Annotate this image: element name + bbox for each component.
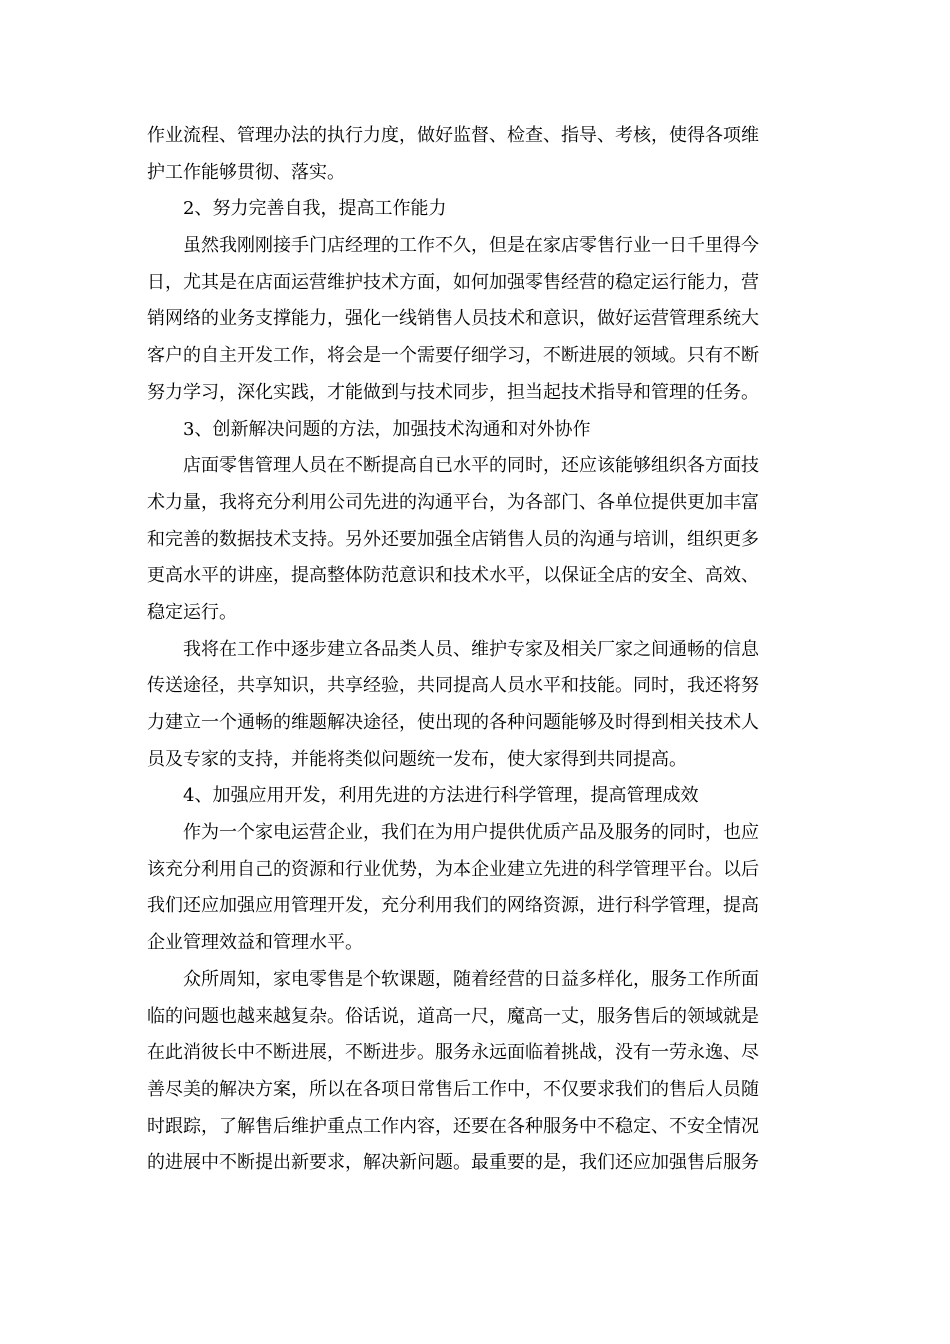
- text-line: 作业流程、管理办法的执行力度，做好监督、检查、指导、考核，使得各项维: [147, 125, 759, 146]
- text-line: 日，尤其是在店面运营维护技术方面，如何加强零售经营的稳定运行能力，营: [147, 271, 759, 293]
- text-line: 传送途径，共享知识，共享经验，共同提高人员水平和技能。同时，我还将努: [147, 675, 759, 697]
- text-line: 销网络的业务支撑能力，强化一线销售人员技术和意识，做好运营管理系统大: [147, 308, 759, 330]
- text-line: 企业管理效益和管理水平。: [147, 932, 363, 954]
- text-line: 更高水平的讲座，提高整体防范意识和技术水平，以保证全店的安全、高效、: [147, 565, 759, 587]
- text-line: 临的问题也越来越复杂。俗话说，道高一尺，魔高一丈，服务售后的领域就是: [147, 1005, 759, 1027]
- text-line: 3、创新解决问题的方法，加强技术沟通和对外协作: [183, 418, 591, 440]
- text-line: 作为一个家电运营企业，我们在为用户提供优质产品及服务的同时，也应: [183, 822, 759, 844]
- text-line: 时跟踪，了解售后维护重点工作内容，还要在各种服务中不稳定、不安全情况: [147, 1115, 759, 1137]
- text-line: 善尽美的解决方案，所以在各项日常售后工作中，不仅要求我们的售后人员随: [147, 1078, 759, 1100]
- document-body: [147, 118, 807, 1182]
- text-line: 客户的自主开发工作，将会是一个需要仔细学习，不断进展的领域。只有不断: [147, 345, 759, 367]
- text-line: 我将在工作中逐步建立各品类人员、维护专家及相关厂家之间通畅的信息: [183, 638, 759, 660]
- text-line: 众所周知，家电零售是个软课题，随着经营的日益多样化，服务工作所面: [183, 968, 759, 990]
- text-line: 该充分利用自己的资源和行业优势，为本企业建立先进的科学管理平台。以后: [147, 858, 759, 880]
- text-line: 2、努力完善自我，提高工作能力: [183, 198, 447, 220]
- text-line: 力建立一个通畅的维题解决途径，使出现的各种问题能够及时得到相关技术人: [147, 712, 759, 733]
- text-line: 稳定运行。: [147, 601, 237, 623]
- text-line: 虽然我刚刚接手门店经理的工作不久，但是在家店零售行业一日千里得今: [183, 235, 759, 257]
- text-line: 4、加强应用开发，利用先进的方法进行科学管理，提高管理成效: [183, 785, 699, 807]
- text-line: 的进展中不断提出新要求，解决新问题。最重要的是，我们还应加强售后服务: [147, 1152, 759, 1174]
- text-line: 术力量，我将充分利用公司先进的沟通平台，为各部门、各单位提供更加丰富: [147, 491, 759, 513]
- text-line: 我们还应加强应用管理开发，充分利用我们的网络资源，进行科学管理，提高: [147, 895, 759, 917]
- text-line: 和完善的数据技术支持。另外还要加强全店销售人员的沟通与培训，组织更多: [147, 528, 759, 550]
- text-line: 努力学习，深化实践，才能做到与技术同步，担当起技术指导和管理的任务。: [147, 381, 759, 403]
- text-line: 员及专家的支持，并能将类似问题统一发布，使大家得到共同提高。: [147, 748, 687, 770]
- text-line: 在此消彼长中不断进展，不断进步。服务永远面临着挑战，没有一劳永逸、尽: [147, 1042, 759, 1064]
- text-line: 护工作能够贯彻、落实。: [147, 161, 345, 183]
- text-line: 店面零售管理人员在不断提高自已水平的同时，还应该能够组织各方面技: [183, 455, 759, 477]
